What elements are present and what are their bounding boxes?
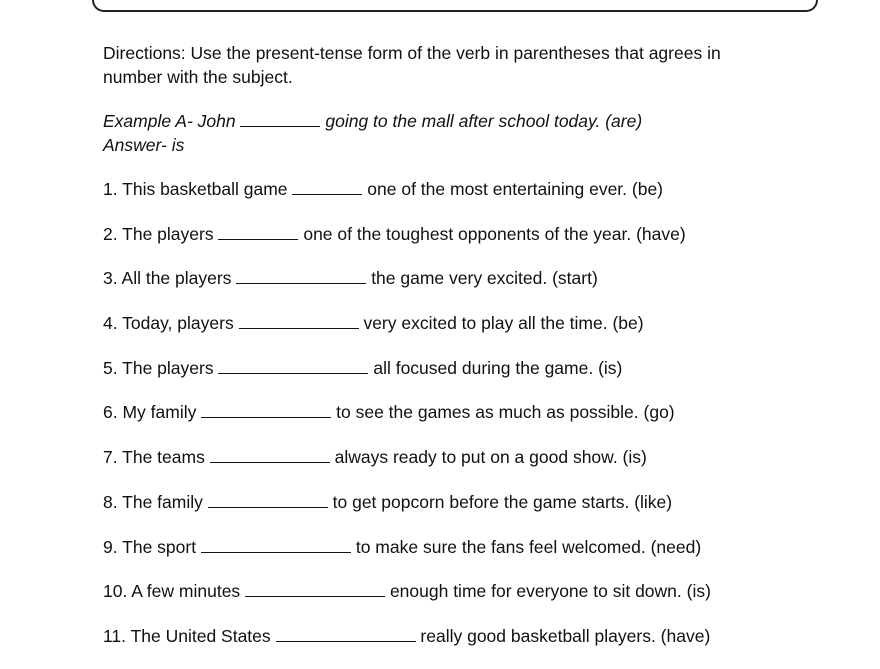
exercise-item: [103, 579, 783, 603]
exercise-item: [103, 624, 783, 648]
exercise-item: [103, 400, 783, 424]
exercise-item: [103, 535, 783, 559]
item-number: 10.: [103, 581, 128, 602]
item-number: 4.: [103, 313, 118, 334]
answer-blank: [239, 312, 359, 329]
item-subject: Today, players: [122, 313, 234, 334]
item-predicate: enough time for everyone to sit down. (is): [389, 581, 711, 602]
exercise-item: [103, 311, 783, 335]
item-predicate: one of the toughest opponents of the year. (have): [303, 223, 686, 244]
item-number: 11.: [103, 625, 127, 646]
answer-blank: [236, 267, 366, 284]
answer-blank: [218, 223, 298, 240]
item-predicate: to get popcorn before the game starts. (like): [332, 491, 673, 512]
answer-blank: [208, 491, 328, 508]
example-block: [103, 109, 783, 157]
exercise-item: [103, 490, 783, 514]
item-subject: This basketball game: [122, 179, 288, 199]
item-number: 3.: [103, 268, 118, 289]
example-blank: [240, 110, 320, 127]
directions-text: Directions: Use the present-tense form of the verb in parentheses that agrees in number with the subject.: [103, 43, 721, 87]
example-sentence: [103, 109, 783, 133]
item-predicate: one of the most entertaining ever. (be): [367, 179, 664, 199]
item-predicate: to make sure the fans feel welcomed. (need): [355, 536, 702, 557]
item-subject: My family: [122, 402, 197, 423]
exercise-item: [103, 445, 783, 469]
item-number: 1.: [103, 179, 118, 199]
item-subject: The sport: [122, 536, 197, 557]
item-subject: A few minutes: [131, 581, 241, 602]
item-subject: The family: [122, 491, 203, 512]
item-subject: All the players: [121, 268, 232, 289]
item-predicate: to see the games as much as possible. (go): [336, 402, 675, 423]
item-predicate: very excited to play all the time. (be): [363, 313, 644, 334]
answer-blank: [245, 580, 385, 597]
answer-blank: [201, 536, 351, 553]
answer-blank: [292, 178, 362, 195]
item-subject: The teams: [122, 447, 205, 468]
item-number: 5.: [103, 357, 118, 378]
item-subject: The players: [122, 223, 214, 244]
item-predicate: always ready to put on a good show. (is): [334, 447, 647, 468]
item-subject: The players: [122, 357, 214, 378]
exercise-item: [103, 356, 783, 380]
example-before: Example A- John: [103, 111, 236, 131]
item-number: 2.: [103, 223, 118, 244]
answer-blank: [201, 401, 331, 418]
item-number: 8.: [103, 491, 118, 512]
item-predicate: really good basketball players. (have): [420, 625, 711, 646]
item-subject: The United States: [130, 625, 271, 646]
exercise-item: [103, 222, 783, 246]
item-predicate: all focused during the game. (is): [373, 357, 623, 378]
answer-blank: [276, 625, 416, 642]
exercise-item: [103, 266, 783, 290]
item-number: 9.: [103, 536, 118, 557]
answer-blank: [210, 446, 330, 463]
exercise-list: [103, 177, 783, 648]
header-frame: [92, 0, 818, 12]
worksheet: [103, 41, 783, 669]
example-answer: Answer- is: [103, 135, 185, 155]
item-predicate: the game very excited. (start): [371, 268, 598, 289]
answer-blank: [218, 357, 368, 374]
exercise-item: [103, 177, 783, 201]
item-number: 7.: [103, 447, 118, 468]
example-after: going to the mall after school today. (are): [325, 111, 643, 131]
item-number: 6.: [103, 402, 118, 423]
